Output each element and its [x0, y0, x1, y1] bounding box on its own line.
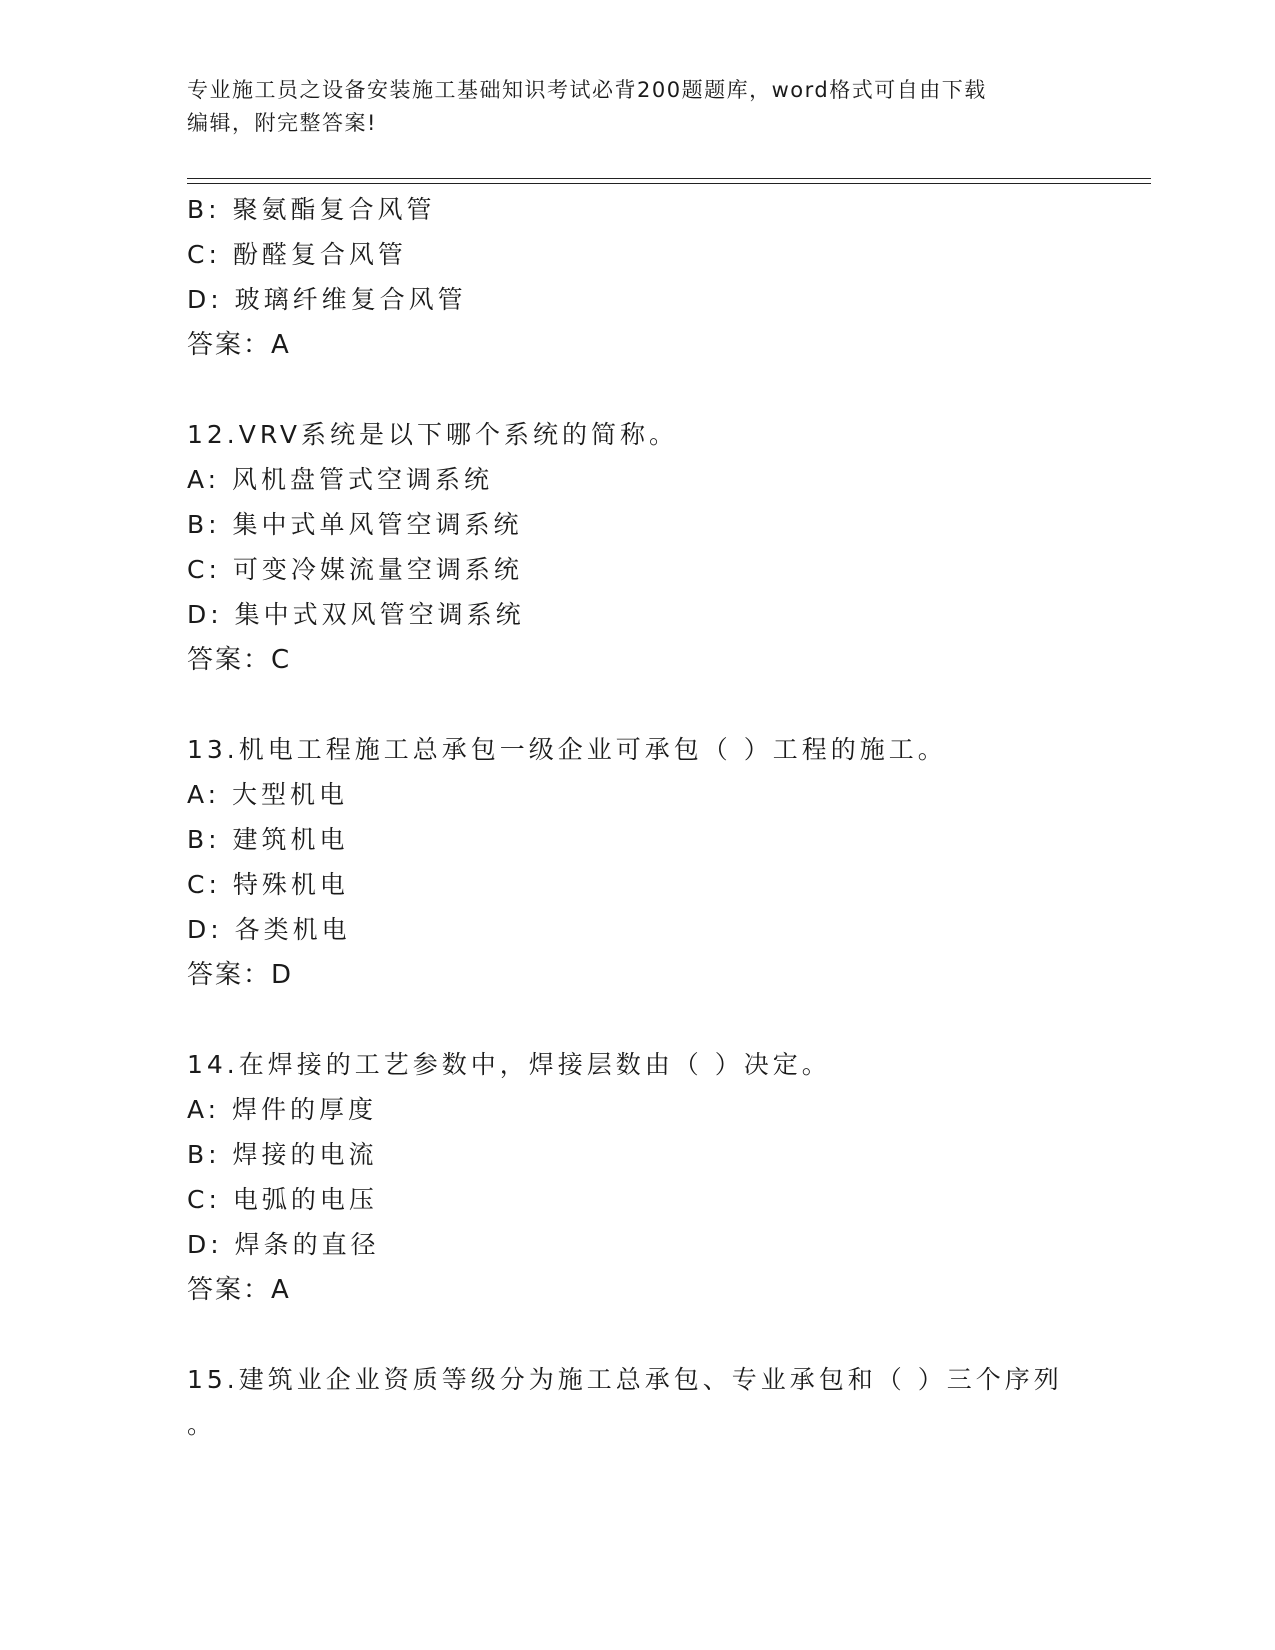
- q14-option-d: D: 焊条的直径: [187, 1230, 380, 1259]
- q14-question: 14.在焊接的工艺参数中，焊接层数由（ ）决定。: [187, 1050, 831, 1079]
- q14-answer: 答案：A: [187, 1275, 291, 1305]
- document-header: [187, 74, 1087, 140]
- q13-option-c: C: 特殊机电: [187, 870, 349, 899]
- header-divider-bottom: [187, 183, 1151, 184]
- q11-option-d: D: 玻璃纤维复合风管: [187, 285, 467, 314]
- header-title-line-2: 编辑，附完整答案!: [187, 111, 377, 135]
- q14-option-a: A: 焊件的厚度: [187, 1095, 378, 1124]
- q15-question: 15.建筑业企业资质等级分为施工总承包、专业承包和（ ）三个序列: [187, 1365, 1063, 1394]
- q11-option-c: C: 酚醛复合风管: [187, 240, 407, 269]
- q14-option-c: C: 电弧的电压: [187, 1185, 378, 1214]
- q12-option-a: A: 风机盘管式空调系统: [187, 465, 494, 494]
- header-divider-top: [187, 178, 1151, 179]
- q11-option-b: B: 聚氨酯复合风管: [187, 195, 436, 224]
- q13-question: 13.机电工程施工总承包一级企业可承包（ ）工程的施工。: [187, 735, 947, 764]
- q13-option-a: A: 大型机电: [187, 780, 349, 809]
- header-title-line-1: 专业施工员之设备安装施工基础知识考试必背200题题库，word格式可自由下载: [187, 78, 987, 102]
- q12-option-b: B: 集中式单风管空调系统: [187, 510, 523, 539]
- q15-question-end: 。: [187, 1410, 217, 1439]
- q12-answer: 答案：C: [187, 645, 292, 675]
- q13-option-b: B: 建筑机电: [187, 825, 349, 854]
- q12-option-d: D: 集中式双风管空调系统: [187, 600, 525, 629]
- q12-question: 12.VRV系统是以下哪个系统的简称。: [187, 420, 678, 449]
- q14-option-b: B: 焊接的电流: [187, 1140, 378, 1169]
- q11-answer: 答案：A: [187, 330, 291, 360]
- q13-answer: 答案：D: [187, 960, 294, 990]
- q12-option-c: C: 可变冷媒流量空调系统: [187, 555, 523, 584]
- q13-option-d: D: 各类机电: [187, 915, 351, 944]
